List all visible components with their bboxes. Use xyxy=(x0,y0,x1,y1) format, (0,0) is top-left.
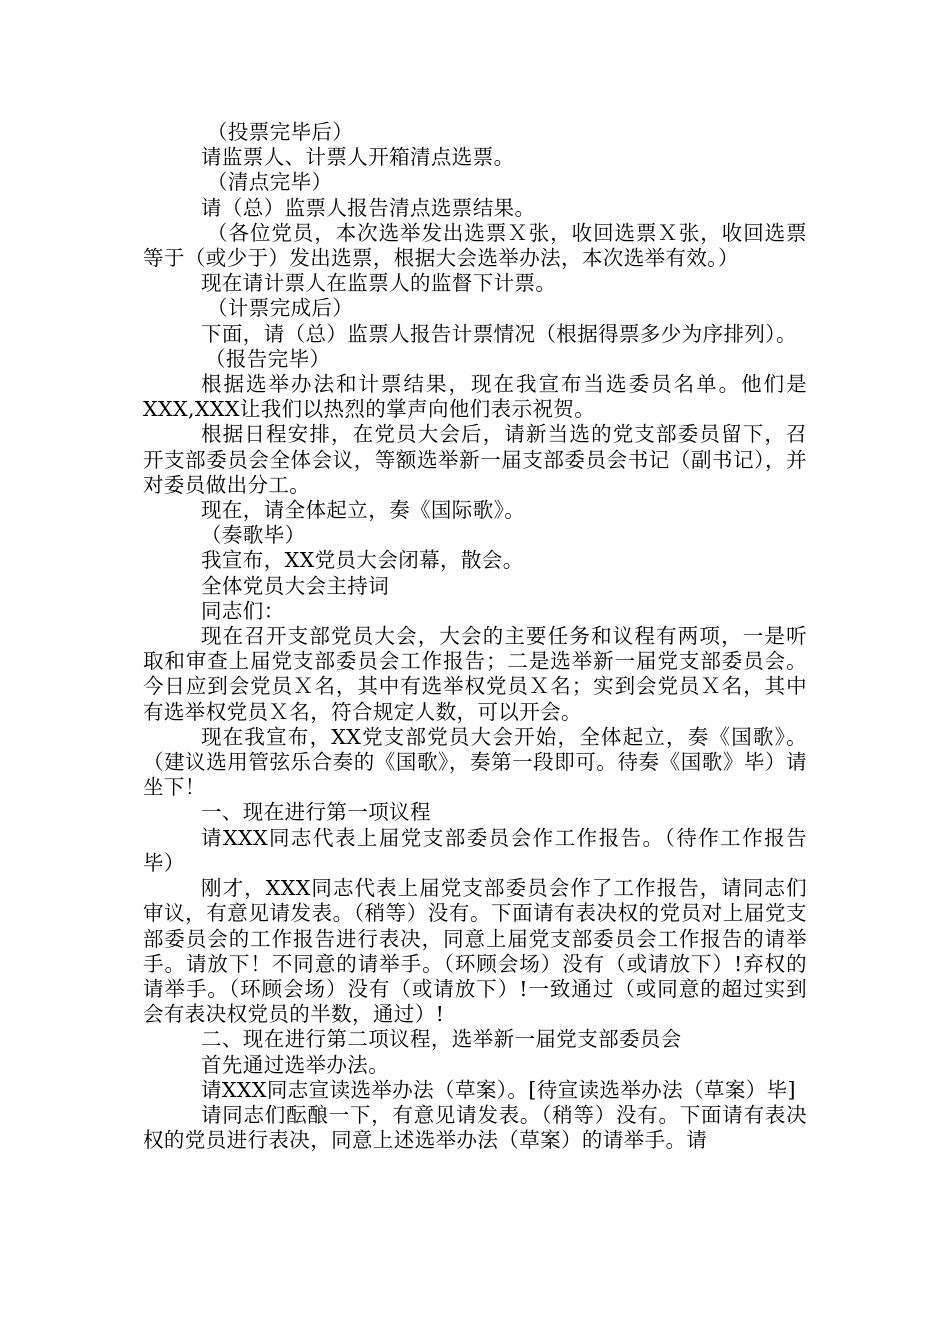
paragraph: （各位党员，本次选举发出选票Ｘ张，收回选票Ｘ张，收回选票等于（或少于）发出选票，根据大会选举办法，本次选举有效。） xyxy=(143,220,807,271)
document-page xyxy=(143,120,807,1153)
paragraph: 根据日程安排，在党员大会后，请新当选的党支部委员留下，召开支部委员会全体会议，等额选举新一届支部委员会书记（副书记），并对委员做出分工。 xyxy=(143,422,807,497)
paragraph: 同志们： xyxy=(201,598,285,623)
paragraph: 请（总）监票人报告清点选票结果。 xyxy=(201,195,536,220)
paragraph: 下面，请（总）监票人报告计票情况（根据得票多少为序排列）。 xyxy=(201,321,797,346)
paragraph: 刚才，XXX同志代表上届党支部委员会作了工作报告，请同志们审议，有意见请发表。（稍等）没有。下面请有表决权的党员对上届党支部委员会的工作报告进行表决，同意上届党支部委员会工作报告的请举手。请放下！不同意的请举手。（环顾会场）没有（或请放下）!弃权的请举手。（环顾会场）没有（或请放下）!一致通过（或同意的超过实到会有表决权党员的半数，通过）! xyxy=(143,876,807,1027)
paragraph: 根据选举办法和计票结果，现在我宣布当选委员名单。他们是XXX,XXX让我们以热烈的掌声向他们表示祝贺。 xyxy=(143,372,807,422)
paragraph: 首先通过选举办法。 xyxy=(201,1052,390,1077)
paragraph: 现在请计票人在监票人的监督下计票。 xyxy=(201,271,557,296)
paragraph: 现在我宣布，XX党支部党员大会开始，全体起立，奏《国歌》。（建议选用管弦乐合奏的《国歌》，奏第一段即可。待奏《国歌》毕）请坐下！ xyxy=(143,724,807,800)
paragraph: 我宣布，XX党员大会闭幕，散会。 xyxy=(201,548,524,573)
paragraph: 请同志们酝酿一下，有意见请发表。（稍等）没有。下面请有表决权的党员进行表决，同意上述选举办法（草案）的请举手。请 xyxy=(143,1102,807,1153)
paragraph: 现在，请全体起立，奏《国际歌》。 xyxy=(201,498,526,523)
paragraph: 请XXX同志宣读选举办法（草案）。[待宣读选举办法（草案）毕] xyxy=(201,1077,796,1102)
paragraph: （计票完成后） xyxy=(207,296,354,321)
paragraph: 现在召开支部党员大会，大会的主要任务和议程有两项，一是听取和审查上届党支部委员会工作报告；二是选举新一届党支部委员会。今日应到会党员Ｘ名，其中有选举权党员Ｘ名；实到会党员Ｘ名，其中有选举权党员Ｘ名，符合规定人数，可以开会。 xyxy=(143,624,807,724)
paragraph: 请监票人、计票人开箱清点选票。 xyxy=(201,145,515,170)
paragraph: （投票完毕后） xyxy=(207,120,354,144)
paragraph: （清点完毕） xyxy=(207,170,333,195)
paragraph: （报告完毕） xyxy=(205,346,331,371)
paragraph: 全体党员大会主持词 xyxy=(201,573,390,598)
paragraph: 二、现在进行第二项议程，选举新一届党支部委员会 xyxy=(201,1027,682,1052)
paragraph: 请XXX同志代表上届党支部委员会作工作报告。（待作工作报告毕） xyxy=(143,825,807,875)
paragraph: 一、现在进行第一项议程 xyxy=(201,800,431,825)
paragraph: （奏歌毕） xyxy=(201,523,306,548)
